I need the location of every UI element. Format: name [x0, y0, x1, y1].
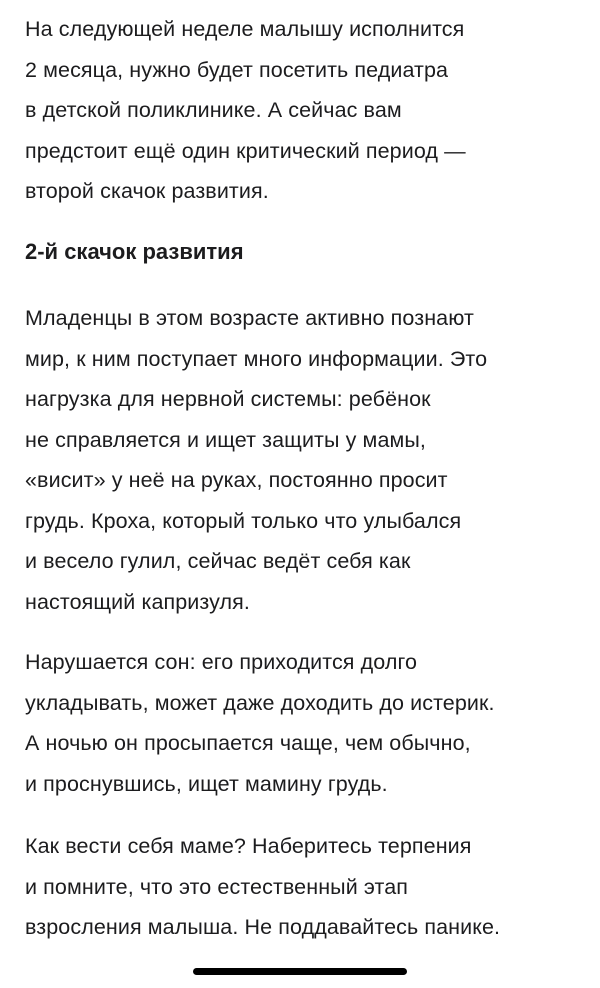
paragraph-development-leap	[25, 298, 487, 622]
text-line: укладывать, может даже доходить до истерик.	[25, 690, 495, 715]
text-line: мир, к ним поступает много информации. Это	[25, 346, 488, 371]
text-line: и проснувшись, ищет мамину грудь.	[25, 771, 388, 796]
text-line: А ночью он просыпается чаще, чем обычно,	[25, 731, 471, 755]
text-line: не справляется и ищет защиты у мамы,	[25, 427, 427, 452]
text-line: Как вести себя маме? Наберитесь терпения	[25, 834, 472, 858]
text-line: Нарушается сон: его приходится долго	[25, 650, 418, 674]
text-line: 2 месяца, нужно будет посетить педиатра	[25, 57, 449, 82]
text-line: в детской поликлинике. А сейчас вам	[25, 98, 402, 122]
text-line: Младенцы в этом возрасте активно познают	[25, 306, 474, 330]
paragraph-sleep	[25, 642, 495, 804]
text-line: и весело гулил, сейчас ведёт себя как	[25, 549, 411, 573]
section-heading: 2-й скачок развития	[25, 239, 244, 264]
text-line: настоящий капризуля.	[25, 589, 250, 614]
intro-paragraph	[25, 9, 466, 212]
text-line: грудь. Кроха, который только что улыбался	[25, 508, 462, 533]
home-indicator[interactable]	[193, 968, 407, 975]
paragraph-advice	[25, 826, 500, 942]
text-line: предстоит ещё один критический период —	[25, 138, 466, 163]
text-line: нагрузка для нервной системы: ребёнок	[25, 387, 431, 411]
text-line: На следующей неделе малышу исполнится	[25, 17, 465, 41]
text-line: «висит» у неё на руках, постоянно просит	[25, 468, 448, 492]
text-line: и помните, что это естественный этап	[25, 874, 409, 899]
text-line: второй скачок развития.	[25, 179, 269, 203]
article-body[interactable]	[25, 0, 585, 942]
text-line: взросления малыша. Не поддавайтесь панике.	[25, 915, 501, 939]
